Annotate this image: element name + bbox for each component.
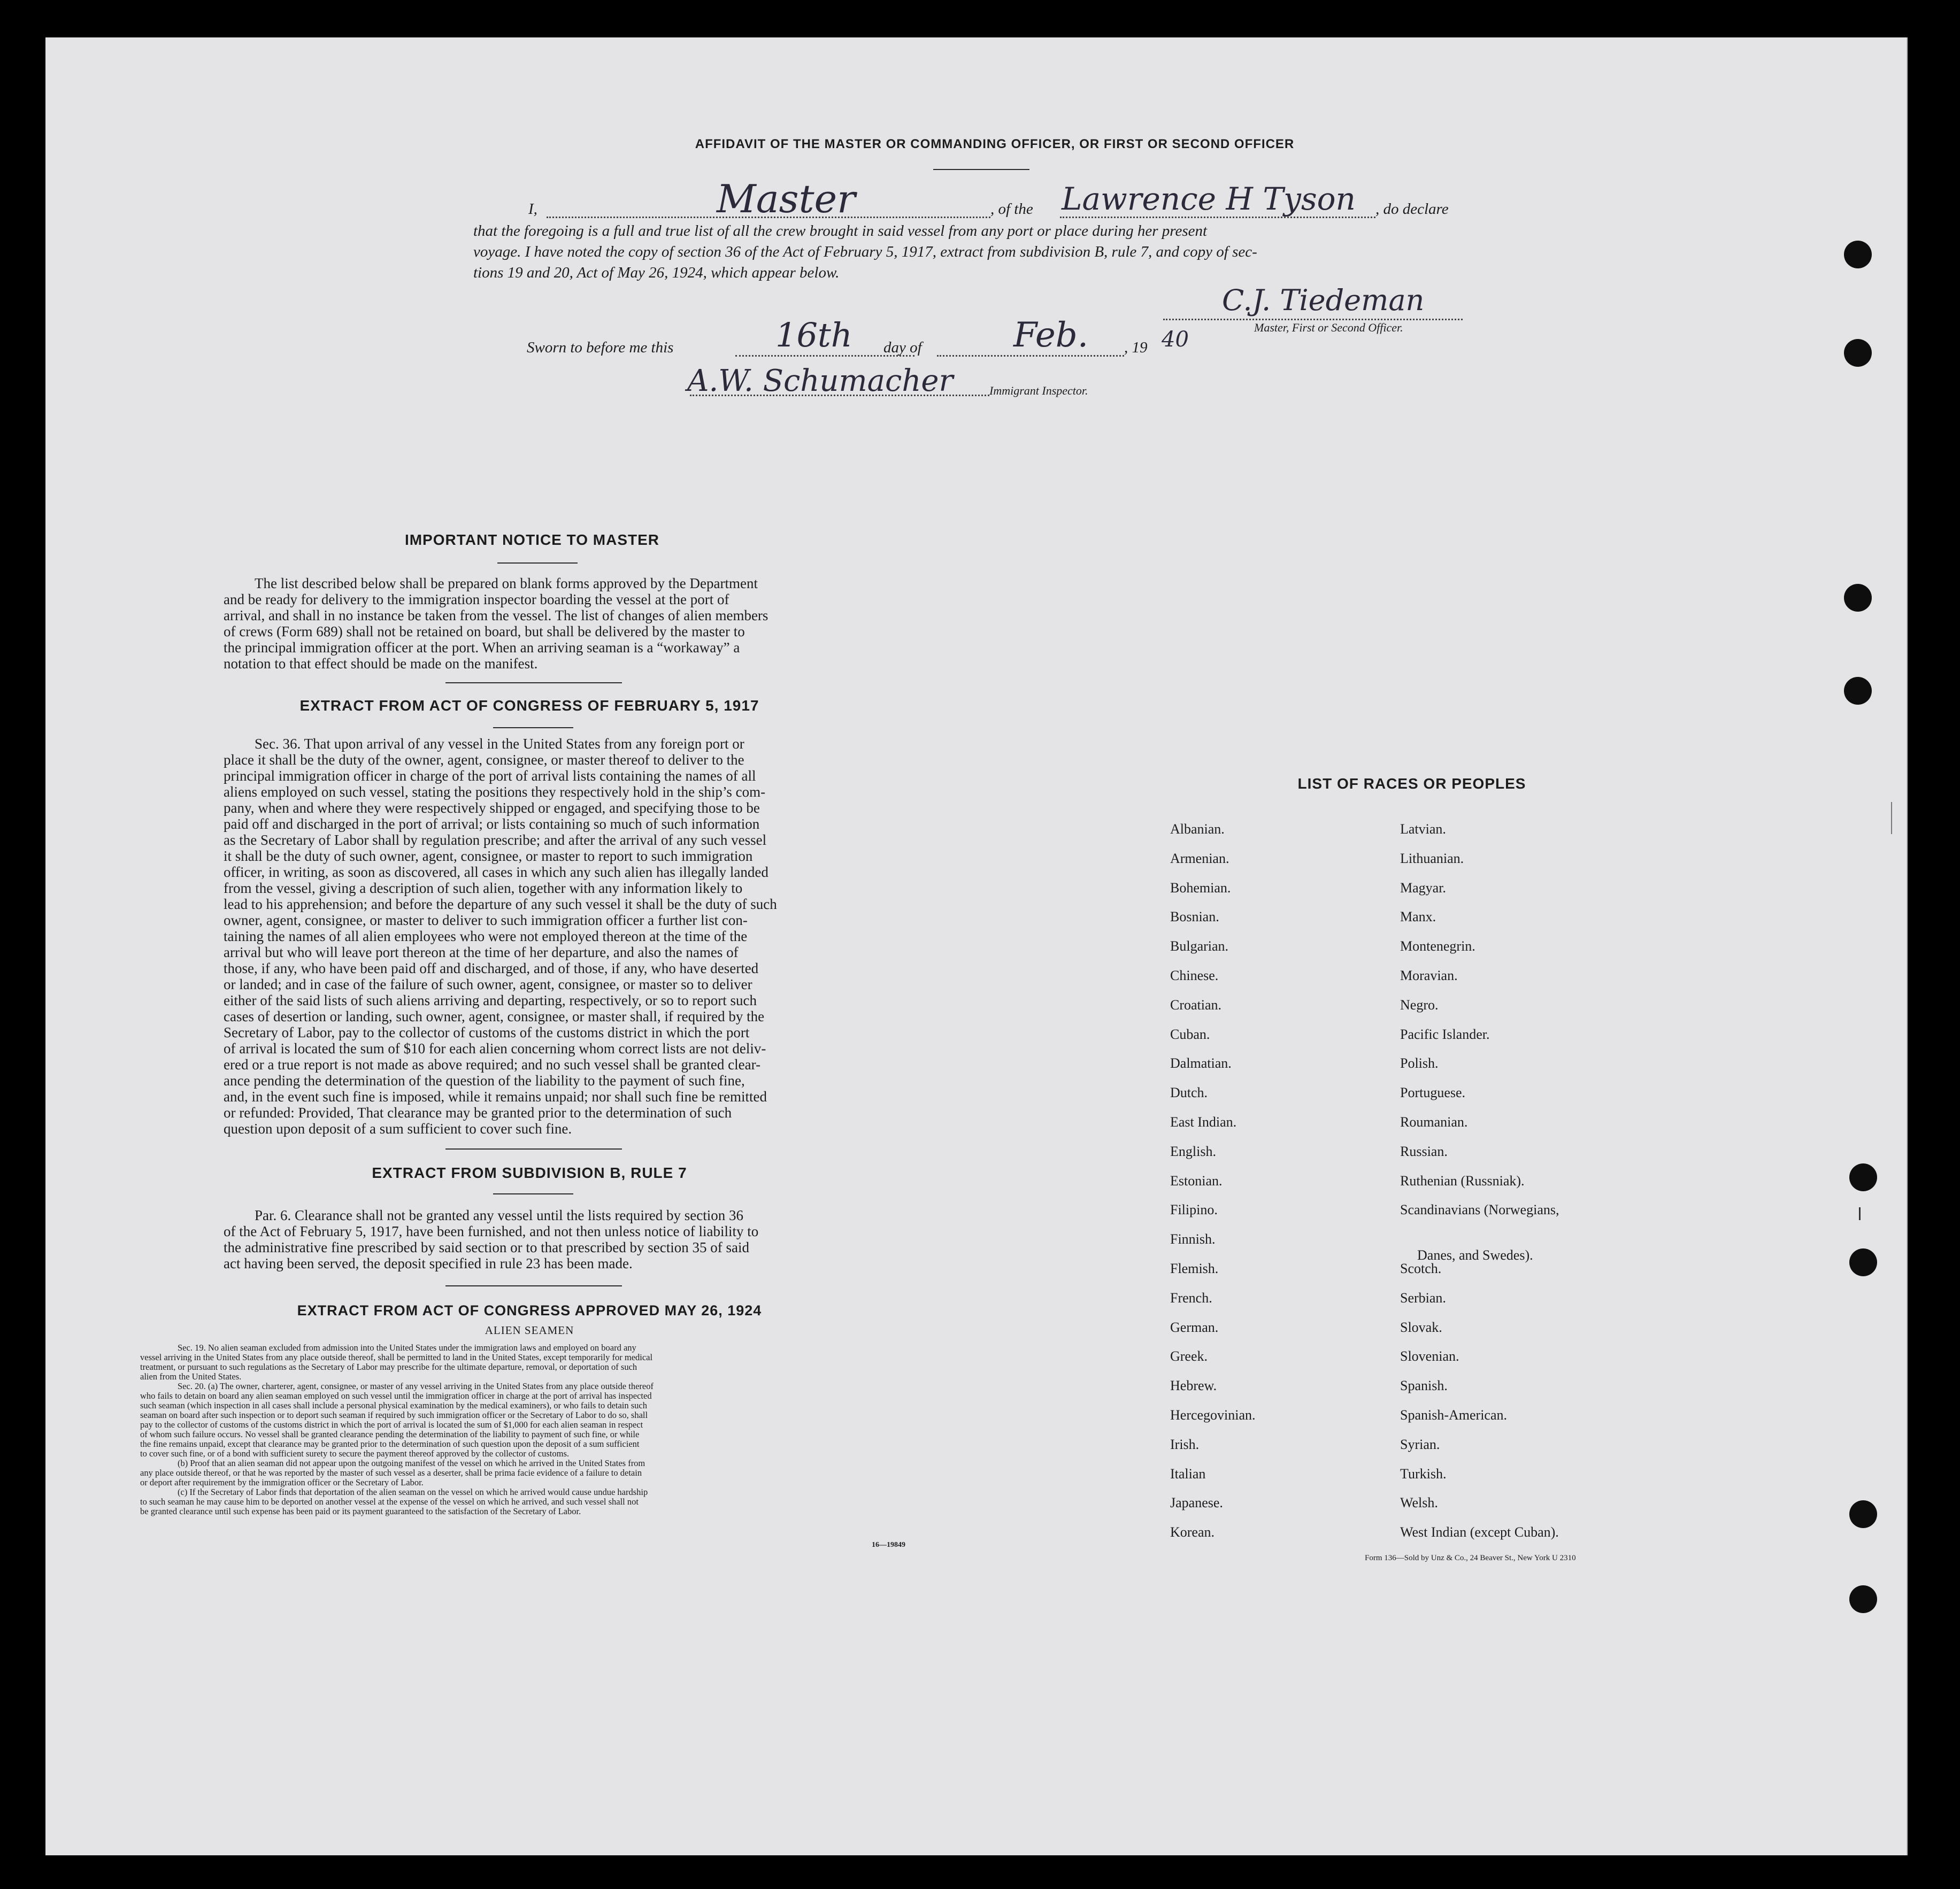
extract-1924-line: the fine remains unpaid, except that clearance may be granted prior to the determination of such question upon the deposit of a sum sufficient [140,1439,640,1449]
extract-1924-line: such seaman (which inspection in all cases shall include a personal physical examination by the medical examiners), or who fails to detain such [140,1400,648,1410]
race-item: Lithuanian. [1400,850,1464,866]
binder-hole [1849,1248,1877,1276]
extract-1924-line: pay to the collector of customs of the customs district in which the port of arrival is located the sum of $1,000 for each alien seaman in respect [140,1420,643,1430]
extract-1917-line: ered or a true report is not made as above required; and no such vessel shall be granted clear- [224,1057,761,1073]
race-item: Chinese. [1170,968,1219,983]
race-item: Negro. [1400,997,1439,1013]
race-item: German. [1170,1319,1219,1335]
race-item: Danes, and Swedes). [1417,1247,1533,1263]
day-of-label: day of [883,339,922,356]
race-item: Albanian. [1170,821,1225,837]
divider [493,1193,573,1194]
notice-line: and be ready for delivery to the immigration inspector boarding the vessel at the port of [224,591,729,607]
race-item: Japanese. [1170,1495,1223,1511]
race-item: Finnish. [1170,1231,1216,1247]
extract-1917-line: it shall be the duty of such owner, agent, consignee, or master to report to such immigration [224,848,753,864]
extract-1924-line: (b) Proof that an alien seaman did not appear upon the outgoing manifest of the vessel on which he arrived in the United States from [178,1458,645,1468]
divider [493,727,573,728]
race-item: Flemish. [1170,1261,1219,1276]
race-item: Scandinavians (Norwegians, [1400,1202,1559,1218]
extract-1917-line: paid off and discharged in the port of arrival; or lists containing so much of such information [224,816,760,832]
race-item: Roumanian. [1400,1114,1468,1130]
affidavit-title: AFFIDAVIT OF THE MASTER OR COMMANDING OFFICER, OR FIRST OR SECOND OFFICER [695,137,1295,151]
extract-1924-line: of whom such failure occurs. No vessel shall be granted clearance pending the determination of the liability to payment of such fine, or while [140,1429,640,1439]
vessel-handwritten: Lawrence H Tyson [1062,181,1356,217]
binder-hole [1844,584,1872,612]
race-item: Slovak. [1400,1319,1442,1335]
extract-1917-line: arrival but who will leave port thereon at the time of her departure, and also the names of [224,944,739,960]
year-printed: , 19 [1124,339,1148,356]
race-item: French. [1170,1290,1212,1306]
extract-1924-line: be granted clearance until such expense has been paid or its payment guaranteed to the satisfaction of the Secretary of Labor. [140,1506,581,1516]
race-item: Montenegrin. [1400,938,1475,954]
extract-1917-line: taining the names of all alien employees who were not employed thereon at the time of the [224,928,748,944]
extract-1917-line: or landed; and in case of the failure of such owner, agent, consignee, or master so to deliver [224,976,752,992]
divider [933,169,1029,170]
affidavit-body-line: tions 19 and 20, Act of May 26, 1924, which appear below. [473,264,840,281]
extract-1917-line: cases of desertion or landing, such owner, agent, consignee, or master shall, if required by the [224,1008,765,1024]
extract-1924-line: to cover such fine, or of a bond with sufficient surety to secure the payment thereof approved by the collector of customs. [140,1448,569,1459]
race-item: Turkish. [1400,1466,1447,1482]
sworn-label: Sworn to before me this [527,339,674,356]
extract-1917-line: owner, agent, consignee, or master to deliver to such immigration officer a further list con- [224,912,748,928]
extract-1917-line: aliens employed on such vessel, stating the positions they respectively hold in the ship’s com- [224,784,766,800]
pen-mark [1891,802,1894,834]
race-item: Korean. [1170,1524,1215,1540]
divider [497,562,578,564]
race-item: Manx. [1400,909,1436,925]
binder-hole [1844,339,1872,367]
race-item: Croatian. [1170,997,1222,1013]
extract-1924-title: EXTRACT FROM ACT OF CONGRESS APPROVED MAY 26, 1924 [297,1302,762,1319]
binder-hole [1849,1163,1877,1191]
race-item: Dutch. [1170,1085,1208,1101]
notice-line: The list described below shall be prepared on blank forms approved by the Department [255,575,758,591]
extract-1917-line: Sec. 36. That upon arrival of any vessel in the United States from any foreign port or [255,736,744,752]
extract-1924-line: Sec. 20. (a) The owner, charterer, agent, consignee, or master of any vessel arriving in the United States from any place outside thereof [178,1381,654,1391]
extract-1924-line: Sec. 19. No alien seaman excluded from admission into the United States under the immigration laws and employed on board any [178,1343,636,1353]
race-item: Magyar. [1400,880,1446,896]
race-item: Moravian. [1400,968,1458,983]
race-item: Scotch. [1400,1261,1442,1276]
extract-1924-text [140,1343,920,1516]
divider [445,1148,622,1150]
extract-1917-line: of arrival is located the sum of $10 for each alien concerning whom correct lists are not deliv- [224,1040,766,1057]
extract-1924-line: seaman on board after such inspection or to deport such seaman if required by such immigration officer or the Secretary of Labor to do so, shall [140,1410,648,1420]
extract-1924-line: alien from the United States. [140,1371,242,1382]
race-item: Bulgarian. [1170,938,1229,954]
declare-label: , do declare [1375,201,1449,218]
officer-signature-line [1163,319,1463,320]
extract-1917-line: officer, in writing, as soon as discovered, all cases in which any such alien has illegally landed [224,864,768,880]
race-item: Spanish-American. [1400,1407,1508,1423]
race-item: Filipino. [1170,1202,1218,1218]
race-item: Estonian. [1170,1173,1223,1189]
extract-1917-line: place it shall be the duty of the owner, agent, consignee, or master thereof to deliver to the [224,752,744,768]
extract-1917-line: either of the said lists of such aliens arriving and departing, respectively, or so to report such [224,992,757,1008]
race-item: Latvian. [1400,821,1446,837]
race-item: East Indian. [1170,1114,1237,1130]
extract-1917-title: EXTRACT FROM ACT OF CONGRESS OF FEBRUARY 5, 1917 [299,697,759,714]
binder-hole [1849,1585,1877,1613]
race-item: Italian [1170,1466,1206,1482]
race-item: Greek. [1170,1348,1208,1364]
rule7-line: Par. 6. Clearance shall not be granted any vessel until the lists required by section 36 [255,1207,744,1223]
race-item: West Indian (except Cuban). [1400,1524,1559,1540]
binder-hole [1849,1500,1877,1528]
notice-title: IMPORTANT NOTICE TO MASTER [404,531,660,548]
notice-text [224,575,833,672]
extract-1917-line: lead to his apprehension; and before the departure of any such vessel it shall be the duty of such [224,896,777,912]
race-item: Syrian. [1400,1436,1440,1452]
affidavit-body-line: voyage. I have noted the copy of section 36 of the Act of February 5, 1917, extract from subdivision B, rule 7, and copy of sec- [473,243,1257,260]
notice-line: the principal immigration officer at the port. When an arriving seaman is a “workaway” a [224,639,740,656]
extract-1917-text [224,736,833,1137]
notice-line: of crews (Form 689) shall not be retained on board, but shall be delivered by the master to [224,623,745,639]
race-item: Welsh. [1400,1495,1438,1511]
race-item: Serbian. [1400,1290,1446,1306]
extract-1924-line: to such seaman he may cause him to be deported on another vessel at the expense of the vessel on which he arrived, and such vessel shall not [140,1497,639,1507]
notice-line: notation to that effect should be made on the manifest. [224,656,538,672]
rule7-title: EXTRACT FROM SUBDIVISION B, RULE 7 [372,1165,687,1181]
affidavit-body-line: that the foregoing is a full and true list of all the crew brought in said vessel from any port or place during her present [473,222,1208,240]
extract-1917-line: from the vessel, giving a description of such alien, together with any information likely to [224,880,743,896]
divider [445,1285,622,1286]
race-item: Russian. [1400,1143,1448,1159]
races-title: LIST OF RACES OR PEOPLES [1297,775,1526,792]
race-item: Bohemian. [1170,880,1231,896]
inspector-caption: Immigrant Inspector. [989,384,1088,397]
rule7-line: the administrative fine prescribed by said section or to that prescribed by section 35 of said [224,1239,749,1255]
inspector-signature: A.W. Schumacher [687,364,954,398]
extract-1917-line: Secretary of Labor, pay to the collector of customs of the customs district in which the port [224,1024,750,1040]
race-item: Spanish. [1400,1378,1448,1394]
binder-hole [1844,241,1872,268]
race-item: Bosnian. [1170,909,1219,925]
form-note: Form 136—Sold by Unz & Co., 24 Beaver St., New York U 2310 [1365,1554,1576,1562]
extract-1917-line: or refunded: Provided, That clearance may be granted prior to the determination of such [224,1105,732,1121]
race-item: Portuguese. [1400,1085,1466,1101]
month-fill-line [937,355,1124,357]
extract-1917-line: question upon deposit of a sum sufficient to cover such fine. [224,1121,572,1137]
rule7-line: of the Act of February 5, 1917, have been furnished, and not then unless notice of liability to [224,1223,759,1239]
extract-1917-line: ance pending the determination of the question of the liability to the payment of such fine, [224,1073,745,1089]
race-item: Cuban. [1170,1026,1210,1042]
extract-1924-line: treatment, or pursuant to such regulations as the Secretary of Labor may prescribe for the ultimate departure, removal, or deportation of such [140,1362,637,1372]
officer-signature: C.J. Tiedeman [1222,283,1425,317]
extract-1917-line: as the Secretary of Labor shall by regulation prescribe; and after the arrival of any such vessel [224,832,767,848]
race-item: Hercegovinian. [1170,1407,1256,1423]
year-handwritten: 40 [1162,327,1189,352]
print-code: 16—19849 [872,1541,905,1549]
extract-1924-line: any place outside thereof, or that he was reported by the master of such vessel as a deserter, shall be prima facie evidence of a failure to detain [140,1468,642,1478]
race-item: English. [1170,1143,1216,1159]
race-item: Irish. [1170,1436,1200,1452]
month-handwritten: Feb. [1013,315,1089,355]
extract-1917-line: principal immigration officer in charge of the port of arrival lists containing the names of all [224,768,756,784]
binder-hole [1844,677,1872,705]
day-handwritten: 16th [775,315,852,354]
extract-1924-subtitle: ALIEN SEAMEN [485,1324,574,1337]
rule7-line: act having been served, the deposit specified in rule 23 has been made. [224,1255,633,1271]
race-item: Dalmatian. [1170,1055,1232,1071]
extract-1924-line: who fails to detain on board any alien seaman employed on such vessel until the immigration officer in charge at the port of arrival has inspected [140,1391,652,1401]
divider [445,682,622,683]
rank-handwritten: Master [717,176,856,221]
race-item: Armenian. [1170,850,1229,866]
race-item: Pacific Islander. [1400,1026,1490,1042]
race-item: Hebrew. [1170,1378,1217,1394]
pen-mark [1859,1207,1865,1220]
notice-line: arrival, and shall in no instance be taken from the vessel. The list of changes of alien members [224,607,768,623]
extract-1924-line: or deport after requirement by the immigration officer or the Secretary of Labor. [140,1477,424,1487]
officer-caption: Master, First or Second Officer. [1254,321,1403,334]
extract-1917-line: and, in the event such fine is imposed, while it remains unpaid; nor shall such fine be remitted [224,1089,767,1105]
race-item: Ruthenian (Russniak). [1400,1173,1525,1189]
affidavit-i-label: I, [528,201,537,218]
extract-1917-line: pany, when and where they were respectively shipped or engaged, and specifying those to be [224,800,760,816]
of-the-label: , of the [990,201,1033,218]
extract-1924-line: (c) If the Secretary of Labor finds that deportation of the alien seaman on the vessel on which he arrived would cause undue hardship [178,1487,648,1497]
extract-1917-line: those, if any, who have been paid off and discharged, and of those, if any, who have deserted [224,960,759,976]
race-item: Slovenian. [1400,1348,1459,1364]
rule7-text [224,1207,833,1271]
extract-1924-line: vessel arriving in the United States from any place outside thereof, shall be permitted to land in the United States, except temporarily for medical [140,1352,653,1362]
race-item: Polish. [1400,1055,1439,1071]
